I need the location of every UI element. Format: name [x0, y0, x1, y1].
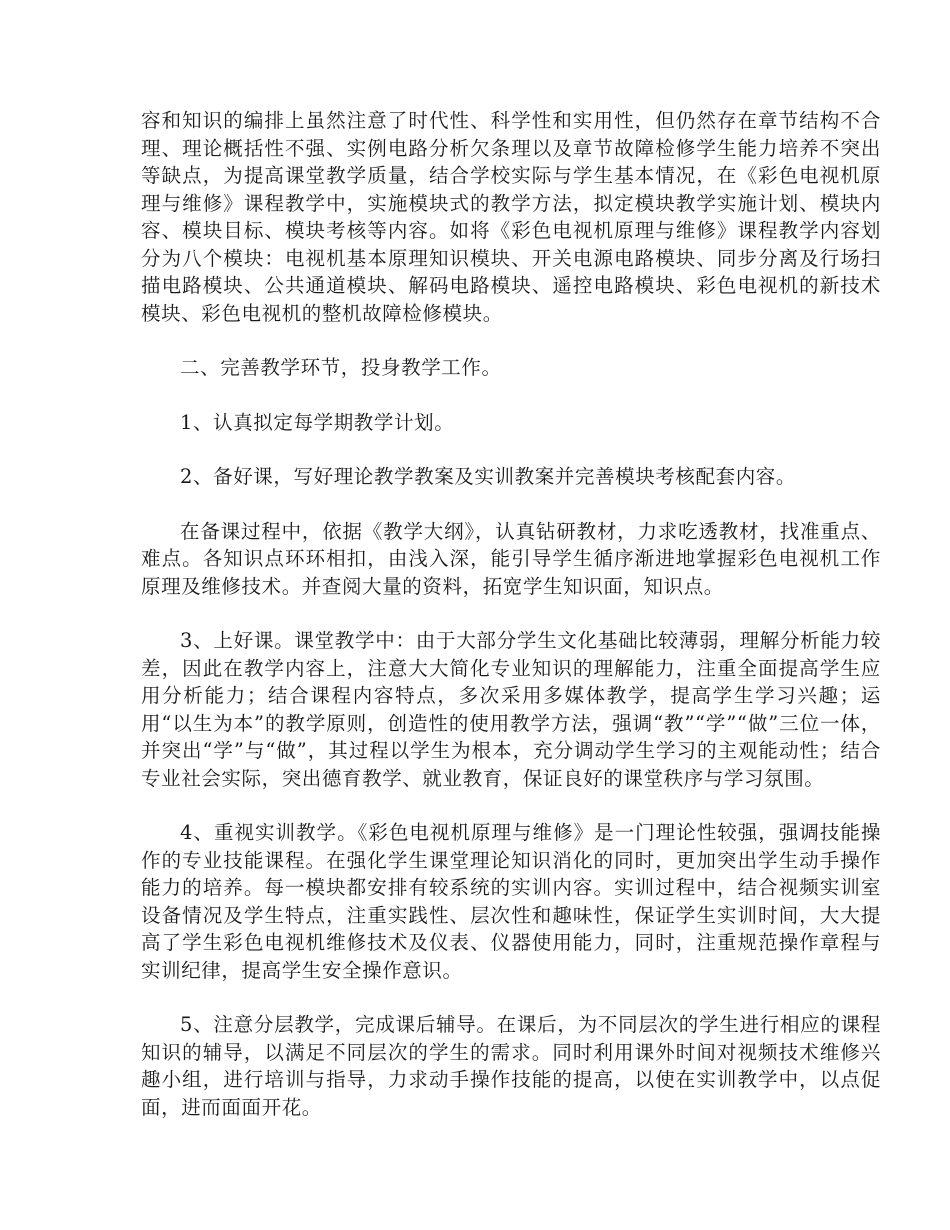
list-item-2: 2、备好课，写好理论教学教案及实训教案并完善模块考核配套内容。 [180, 465, 797, 488]
document-body [141, 107, 881, 1148]
paragraph-lesson-prep: 在备课过程中，依据《教学大纲》，认真钻研教材，力求吃透教材，找准重点、难点。各知识点环环相扣，由浅入深，能引导学生循序渐进地掌握彩色电视机工作原理及维修技术。并查阅大量的资料，拓宽学生知识面，知识点。 [141, 519, 881, 598]
list-item-5: 5、注意分层教学，完成课后辅导。在课后，为不同层次的学生进行相应的课程知识的辅导，以满足不同层次的学生的需求。同时利用课外时间对视频技术维修兴趣小组，进行培训与指导，力求动手操作技能的提高，以使在实训教学中，以点促面，进而面面开花。 [141, 1013, 881, 1119]
paragraph-intro-continued: 容和知识的编排上虽然注意了时代性、科学性和实用性，但仍然存在章节结构不合理、理论概括性不强、实例电路分析欠条理以及章节故障检修学生能力培养不突出等缺点，为提高课堂教学质量，结合学校实际与学生基本情况，在《彩色电视机原理与维修》课程教学中，实施模块式的教学方法，拟定模块教学实施计划、模块内容、模块目标、模块考核等内容。如将《彩色电视机原理与维修》课程教学内容划分为八个模块：电视机基本原理知识模块、开关电源电路模块、同步分离及行场扫描电路模块、公共通道模块、解码电路模块、遥控电路模块、彩色电视机的新技术模块、彩色电视机的整机故障检修模块。 [141, 109, 881, 325]
section-heading-2: 二、完善教学环节，投身教学工作。 [180, 356, 502, 379]
list-item-4: 4、重视实训教学。《彩色电视机原理与维修》是一门理论性较强，强调技能操作的专业技能课程。在强化学生课堂理论知识消化的同时，更加突出学生动手操作能力的培养。每一模块都安排有较系统的实训内容。实训过程中，结合视频实训室设备情况及学生特点，注重实践性、层次性和趣味性，保证学生实训时间，大大提高了学生彩色电视机维修技术及仪表、仪器使用能力，同时，注重规范操作章程与实训纪律，提高学生安全操作意识。 [141, 821, 881, 982]
list-item-3: 3、上好课。课堂教学中：由于大部分学生文化基础比较薄弱，理解分析能力较差，因此在教学内容上，注意大大简化专业知识的理解能力，注重全面提高学生应用分析能力；结合课程内容特点，多次采用多媒体教学，提高学生学习兴趣；运用“以生为本”的教学原则，创造性的使用教学方法，强调“教”“学”“做”三位一体，并突出“学”与“做”，其过程以学生为根本，充分调动学生学习的主观能动性；结合专业社会实际，突出德育教学、就业教育，保证良好的课堂秩序与学习氛围。 [141, 629, 881, 790]
list-item-1: 1、认真拟定每学期教学计划。 [180, 410, 455, 434]
